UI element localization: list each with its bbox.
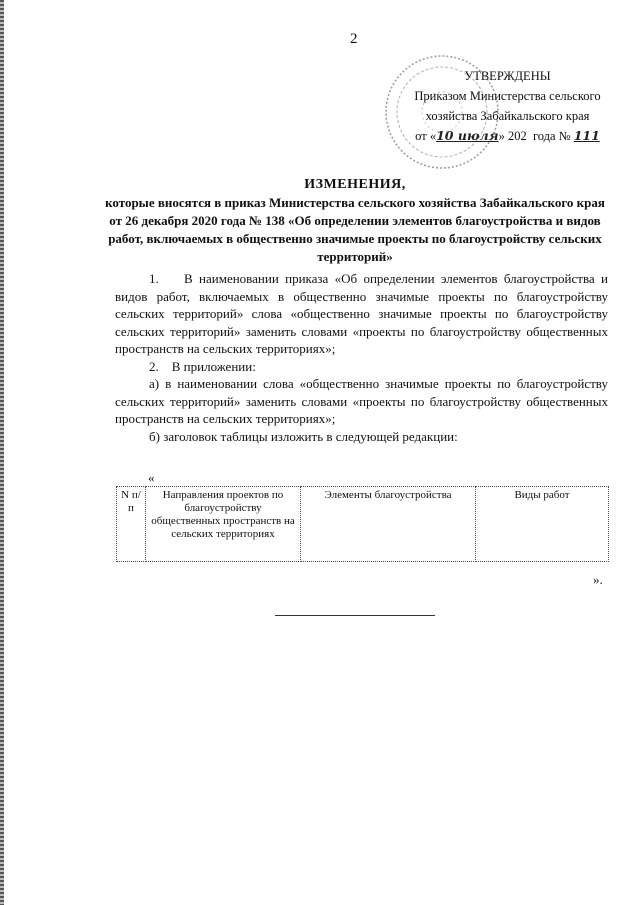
date-prefix: от « (415, 129, 437, 143)
handwritten-date: 10 июля (436, 128, 499, 143)
title-subtitle: которые вносятся в приказ Министерства сельского хозяйства Забайкальского края от 26 декабря 2020 года № 138 «Об определении элементов благоустройства и видов работ, включаемых в общественно значимые проекты по благоустройству сельских территорий» (105, 195, 605, 264)
approval-title: УТВЕРЖДЕНЫ (464, 69, 551, 83)
page-number: 2 (350, 31, 358, 47)
paragraph-item-2b: б) заголовок таблицы изложить в следующей редакции: (149, 428, 458, 444)
approval-issuer: Приказом Министерства сельского (414, 89, 601, 103)
close-quote: ». (593, 572, 603, 587)
header-cell-works: Виды работ (476, 487, 609, 562)
year-suffix: года № (532, 129, 571, 143)
paragraph-item-2: 2. В приложении: (149, 358, 256, 374)
title-heading: ИЗМЕНЕНИЯ, (304, 177, 406, 192)
end-divider (275, 615, 435, 616)
table-header (116, 486, 609, 562)
approval-date-line: от «10 июля» 202 года № 111 (415, 128, 600, 143)
header-cell-directions: Направления проектов по благоустройству общественных пространств на сельских территориях (146, 487, 301, 562)
approval-block (400, 66, 615, 146)
paragraph-item-2a: а) в наименовании слова «общественно значимые проекты по благоустройству сельских территорий» заменить словами «проекты по благоустройству общественных пространств на сельских территориях»; (115, 376, 608, 426)
approval-issuer-cont: хозяйства Забайкальского края (425, 109, 590, 123)
table-row (117, 487, 609, 562)
open-quote: « (148, 470, 155, 485)
scan-edge (0, 0, 4, 905)
date-year: 202 (507, 129, 527, 143)
document-body (115, 270, 608, 445)
paragraph-item-1: 1. В наименовании приказа «Об определении элементов благоустройства и видов работ, включаемых в общественно значимые проекты по благоустройству сельских территорий» слова «общественно значимые проекты по благоустройству сельских территорий» заменить словами «проекты по благоустройству общественных пространств на сельских территориях»; (115, 271, 608, 356)
header-cell-elements: Элементы благоустройства (301, 487, 476, 562)
header-cell-number: N п/п (117, 487, 146, 562)
document-title (100, 176, 610, 266)
handwritten-order-number: 111 (573, 128, 600, 143)
